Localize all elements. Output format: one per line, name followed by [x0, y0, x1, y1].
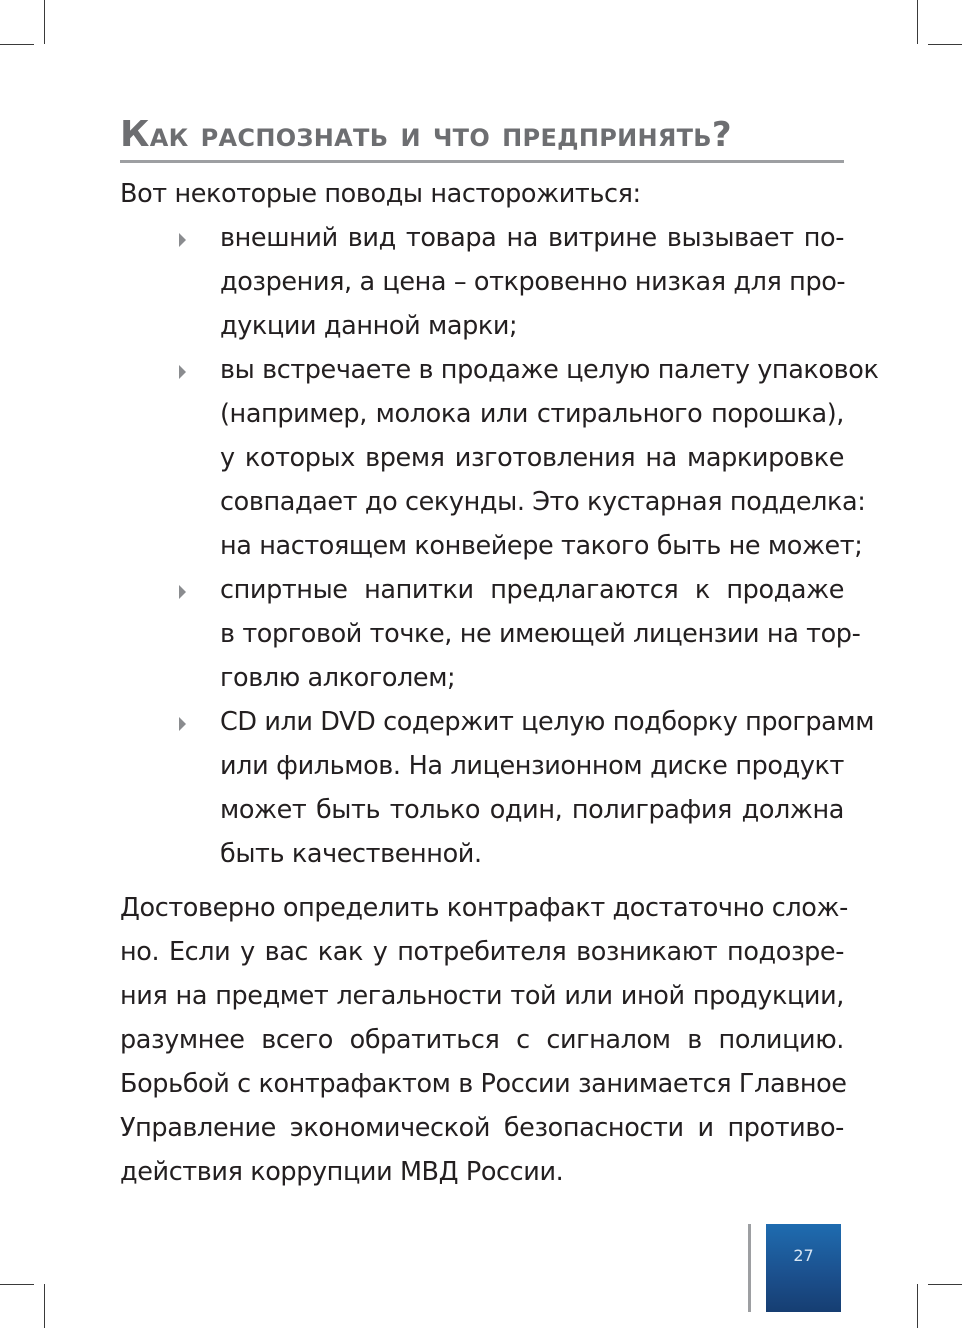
title-first-letter: К [120, 114, 150, 155]
list-item-line: на настоящем конвейере такого быть не может; [220, 531, 863, 561]
list-item-line: быть качественной. [220, 839, 482, 869]
list-item [176, 700, 875, 876]
list-item-line: у которых время изготовления на маркировке [220, 443, 844, 473]
crop-mark [917, 0, 918, 44]
list-item-line: (например, молока или стирального порошка), [220, 399, 844, 429]
paragraph-line: ния на предмет легальности той или иной продукции, [120, 981, 844, 1011]
crop-mark [44, 1284, 45, 1328]
page-number: 27 [793, 1246, 814, 1265]
bullet-list [176, 216, 879, 876]
paragraph-line: разумнее всего обратиться с сигналом в полицию. [120, 1025, 844, 1055]
list-item-line: вы встречаете в продаже целую палету упаковок [220, 355, 879, 385]
list-item [176, 348, 879, 568]
paragraph-line: действия коррупции МВД России. [120, 1157, 564, 1187]
bullet-triangle-icon [179, 717, 186, 731]
page-number-divider [748, 1224, 751, 1312]
bullet-triangle-icon [179, 365, 186, 379]
body-paragraph [120, 886, 848, 1194]
list-item-line: внешний вид товара на витрине вызывает по- [220, 223, 844, 253]
crop-mark [44, 0, 45, 44]
title-rest: ак распознать и что предпринять? [149, 115, 732, 155]
paragraph-line: но. Если у вас как у потребителя возникают подозре- [120, 937, 844, 967]
list-item-line: в торговой точке, не имеющей лицензии на тор- [220, 619, 861, 649]
page-number-box [766, 1224, 841, 1312]
page-title [120, 108, 844, 162]
list-item-line: может быть только один, полиграфия должна [220, 795, 844, 825]
list-item-line: дукции данной марки; [220, 311, 518, 341]
list-item [176, 568, 861, 700]
list-item-line: CD или DVD содержит целую подборку программ [220, 707, 875, 737]
paragraph-line: Управление экономической безопасности и противо- [120, 1113, 844, 1143]
crop-mark [0, 1284, 34, 1285]
title-underline [120, 160, 844, 163]
bullet-triangle-icon [179, 233, 186, 247]
list-item-line: совпадает до секунды. Это кустарная подделка: [220, 487, 866, 517]
bullet-triangle-icon [179, 585, 186, 599]
crop-mark [928, 1284, 962, 1285]
list-item-line: говлю алкоголем; [220, 663, 456, 693]
paragraph-line: Борьбой с контрафактом в России занимается Главное [120, 1069, 847, 1099]
crop-mark [917, 1284, 918, 1328]
crop-mark [928, 44, 962, 45]
intro-text: Вот некоторые поводы насторожиться: [120, 179, 641, 209]
paragraph-line: Достоверно определить контрафакт достаточно слож- [120, 893, 848, 923]
crop-mark [0, 44, 34, 45]
list-item-line: или фильмов. На лицензионном диске продукт [220, 751, 844, 781]
list-item-line: спиртные напитки предлагаются к продаже [220, 575, 844, 605]
list-item-line: дозрения, а цена – откровенно низкая для про- [220, 267, 846, 297]
list-item [176, 216, 844, 348]
